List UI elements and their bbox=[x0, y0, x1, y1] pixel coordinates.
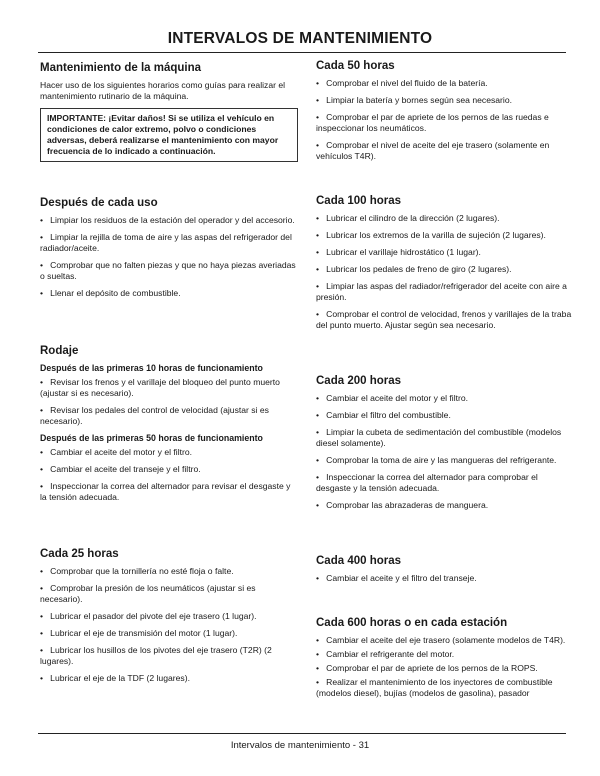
section-maquina bbox=[40, 62, 298, 162]
list-item: • Lubricar el cilindro de la dirección (2 lugares). bbox=[316, 213, 574, 224]
header-rule bbox=[38, 52, 566, 53]
item-list bbox=[316, 78, 574, 162]
list-item: • Lubricar los husillos de los pivotes del eje trasero (T2R) (2 lugares). bbox=[40, 645, 298, 667]
item-list bbox=[40, 215, 298, 299]
list-item: • Comprobar que no falten piezas y que no haya piezas averiadas o sueltas. bbox=[40, 260, 298, 282]
list-item: • Cambiar el aceite del transeje y el filtro. bbox=[40, 464, 298, 475]
subheading: Después de las primeras 10 horas de funcionamiento bbox=[40, 363, 263, 373]
section-cada-100 bbox=[316, 195, 574, 337]
list-item: • Comprobar la presión de los neumáticos (ajustar si es necesario). bbox=[40, 583, 298, 605]
list-item: • Comprobar el control de velocidad, frenos y varillajes de la traba del punto muerto. Ajustar según sea necesario. bbox=[316, 309, 574, 331]
section-cada-600 bbox=[316, 617, 574, 699]
list-item: • Comprobar la toma de aire y las mangueras del refrigerante. bbox=[316, 455, 574, 466]
list-item: • Comprobar el nivel del fluido de la batería. bbox=[316, 78, 574, 89]
item-list bbox=[40, 566, 298, 684]
subheading: Después de las primeras 50 horas de funcionamiento bbox=[40, 433, 263, 443]
list-item: • Lubricar el eje de la TDF (2 lugares). bbox=[40, 673, 298, 684]
section-heading: Rodaje bbox=[40, 345, 79, 357]
list-item: • Comprobar el par de apriete de los pernos de la ROPS. bbox=[316, 663, 574, 674]
section-heading: Cada 600 horas o en cada estación bbox=[316, 617, 508, 629]
list-item: • Cambiar el aceite del motor y el filtro. bbox=[40, 447, 298, 458]
list-item: • Limpiar la cubeta de sedimentación del combustible (modelos diesel solamente). bbox=[316, 427, 574, 449]
item-list bbox=[316, 635, 574, 699]
section-heading: Cada 200 horas bbox=[316, 375, 402, 387]
section-heading: Después de cada uso bbox=[40, 197, 158, 209]
item-list bbox=[316, 393, 574, 511]
list-item: • Limpiar la batería y bornes según sea necesario. bbox=[316, 95, 574, 106]
list-item: • Revisar los pedales del control de velocidad (ajustar si es necesario). bbox=[40, 405, 298, 427]
list-item: • Cambiar el aceite del motor y el filtro. bbox=[316, 393, 574, 404]
list-item: • Inspeccionar la correa del alternador para comprobar el desgaste y la tensión adecuada. bbox=[316, 472, 574, 494]
intro-text: Hacer uso de los siguientes horarios como guías para realizar el mantenimiento rutinario de la máquina. bbox=[40, 80, 286, 101]
section-cada-200 bbox=[316, 375, 574, 517]
list-item: • Limpiar la rejilla de toma de aire y las aspas del refrigerador del radiador/aceite. bbox=[40, 232, 298, 254]
section-heading: Cada 50 horas bbox=[316, 60, 395, 72]
section-heading: Cada 100 horas bbox=[316, 195, 402, 207]
list-item: • Inspeccionar la correa del alternador para revisar el desgaste y la tensión adecuada. bbox=[40, 481, 298, 503]
list-item: • Comprobar las abrazaderas de manguera. bbox=[316, 500, 574, 511]
item-list bbox=[316, 213, 574, 331]
list-item: • Realizar el mantenimiento de los inyectores de combustible (modelos diesel), bujías (modelos de gasolina), pasador bbox=[316, 677, 574, 699]
list-item: • Comprobar el par de apriete de los pernos de las ruedas e inspeccionar los neumáticos. bbox=[316, 112, 574, 134]
list-item: • Lubricar los extremos de la varilla de sujeción (2 lugares). bbox=[316, 230, 574, 241]
list-item: • Limpiar las aspas del radiador/refrigerador del aceite con aire a presión. bbox=[316, 281, 574, 303]
section-despues-uso bbox=[40, 197, 298, 305]
list-item: • Limpiar los residuos de la estación del operador y del accesorio. bbox=[40, 215, 298, 226]
section-cada-400 bbox=[316, 555, 574, 590]
list-item: • Lubricar el varillaje hidrostático (1 lugar). bbox=[316, 247, 574, 258]
list-item: • Cambiar el aceite y el filtro del transeje. bbox=[316, 573, 574, 584]
section-heading: Cada 25 horas bbox=[40, 548, 119, 560]
list-item: • Lubricar el pasador del pivote del eje trasero (1 lugar). bbox=[40, 611, 298, 622]
item-list bbox=[316, 573, 574, 584]
section-heading: Cada 400 horas bbox=[316, 555, 402, 567]
section-cada-25 bbox=[40, 548, 298, 690]
section-rodaje bbox=[40, 345, 298, 509]
list-item: • Cambiar el refrigerante del motor. bbox=[316, 649, 574, 660]
list-item: • Llenar el depósito de combustible. bbox=[40, 288, 298, 299]
list-item: • Comprobar que la tornillería no esté floja o falte. bbox=[40, 566, 298, 577]
section-heading: Mantenimiento de la máquina bbox=[40, 62, 202, 74]
item-list bbox=[40, 447, 298, 503]
item-list bbox=[40, 377, 298, 427]
list-item: • Revisar los frenos y el varillaje del bloqueo del punto muerto (ajustar si es necesario). bbox=[40, 377, 298, 399]
page-title: INTERVALOS DE MANTENIMIENTO bbox=[167, 30, 433, 47]
list-item: • Cambiar el aceite del eje trasero (solamente modelos de T4R). bbox=[316, 635, 574, 646]
list-item: • Lubricar el eje de transmisión del motor (1 lugar). bbox=[40, 628, 298, 639]
list-item: • Comprobar el nivel de aceite del eje trasero (solamente en vehículos T4R). bbox=[316, 140, 574, 162]
page-footer: Intervalos de mantenimiento - 31 bbox=[230, 740, 370, 751]
warning-box: IMPORTANTE: ¡Evitar daños! Si se utiliza el vehículo en condiciones de calor extremo, polvo o condiciones adversas, deberá realizarse el mantenimiento con mayor frecuencia de lo indicado a continuación. bbox=[40, 108, 298, 162]
footer-rule bbox=[38, 733, 566, 734]
list-item: • Lubricar los pedales de freno de giro (2 lugares). bbox=[316, 264, 574, 275]
list-item: • Cambiar el filtro del combustible. bbox=[316, 410, 574, 421]
section-cada-50 bbox=[316, 60, 574, 168]
